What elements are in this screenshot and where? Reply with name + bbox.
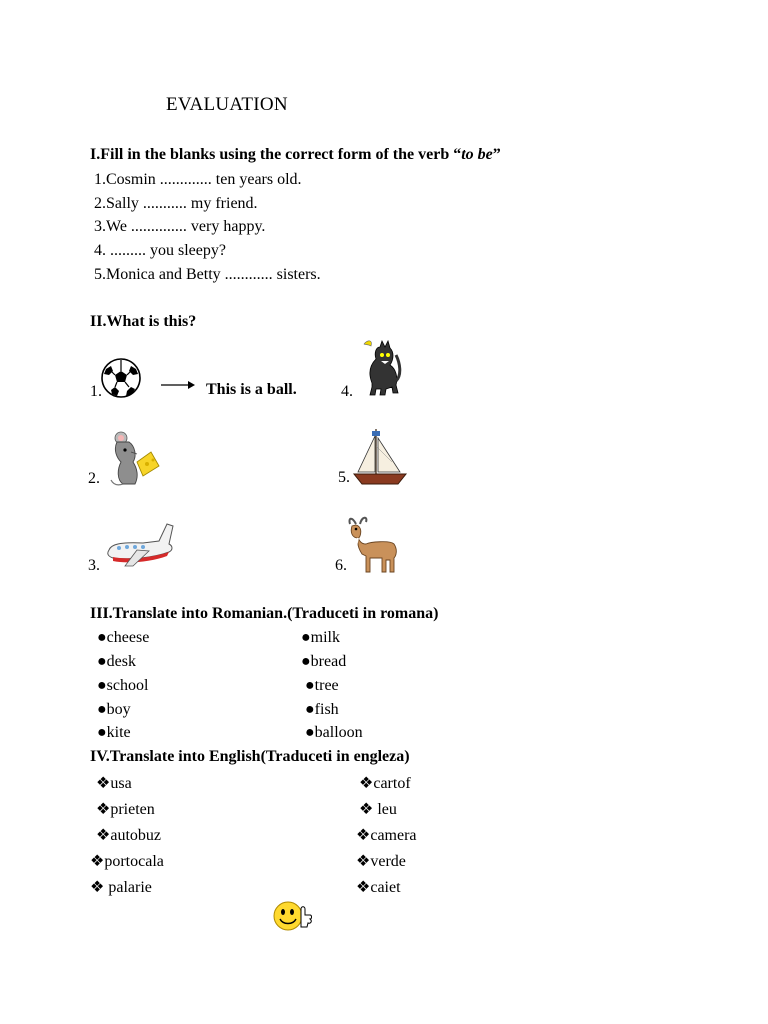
sailboat-icon xyxy=(352,426,408,488)
word-item: ❖ palarie xyxy=(90,879,152,896)
exercise-1-item: 3.We .............. very happy. xyxy=(94,218,266,235)
word-item: ●fish xyxy=(305,701,339,718)
word-item: ❖ leu xyxy=(359,801,397,818)
goat-icon xyxy=(346,514,402,576)
smiley-thumbs-up-icon xyxy=(273,899,313,933)
soccer-ball-icon xyxy=(101,357,141,399)
word-item: ❖usa xyxy=(96,775,132,792)
exercise-1-item: 4. ......... you sleepy? xyxy=(94,242,226,259)
black-cat-icon xyxy=(354,335,404,399)
airplane-icon xyxy=(103,520,175,572)
picture-number: 2. xyxy=(88,470,100,487)
page-title: EVALUATION xyxy=(166,94,288,115)
section-2-heading: II.What is this? xyxy=(90,313,197,330)
mouse-with-cheese-icon xyxy=(107,432,161,488)
word-item: ●cheese xyxy=(97,629,150,646)
exercise-1-item: 2.Sally ........... my friend. xyxy=(94,195,258,212)
word-item: ●bread xyxy=(301,653,347,670)
example-answer: This is a ball. xyxy=(206,381,297,398)
word-item: ●desk xyxy=(97,653,136,670)
section-1-heading-prefix: I.Fill in the blanks using the correct form of the verb “ xyxy=(90,146,462,163)
picture-number: 6. xyxy=(335,557,347,574)
exercise-1-item: 1.Cosmin ............. ten years old. xyxy=(94,171,302,188)
section-4-heading: IV.Translate into English(Traduceti in engleza) xyxy=(90,748,410,765)
arrow-icon xyxy=(160,380,196,390)
word-item: ●kite xyxy=(97,724,131,741)
word-item: ❖camera xyxy=(356,827,417,844)
word-item: ❖verde xyxy=(356,853,406,870)
word-item: ●school xyxy=(97,677,149,694)
word-item: ●milk xyxy=(301,629,340,646)
word-item: ●tree xyxy=(305,677,339,694)
word-item: ●boy xyxy=(97,701,131,718)
picture-number: 4. xyxy=(341,383,353,400)
word-item: ❖prieten xyxy=(96,801,155,818)
word-item: ❖caiet xyxy=(356,879,401,896)
picture-number: 1. xyxy=(90,383,102,400)
picture-number: 3. xyxy=(88,557,100,574)
word-item: ❖autobuz xyxy=(96,827,161,844)
section-1-heading-suffix: ” xyxy=(492,146,501,163)
section-1-heading xyxy=(90,146,501,164)
picture-number: 5. xyxy=(338,469,350,486)
word-item: ❖cartof xyxy=(359,775,411,792)
section-1-heading-verb: to be xyxy=(461,146,493,163)
word-item: ●balloon xyxy=(305,724,363,741)
word-item: ❖portocala xyxy=(90,853,164,870)
section-3-heading: III.Translate into Romanian.(Traduceti in romana) xyxy=(90,605,439,622)
exercise-1-item: 5.Monica and Betty ............ sisters. xyxy=(94,266,321,283)
